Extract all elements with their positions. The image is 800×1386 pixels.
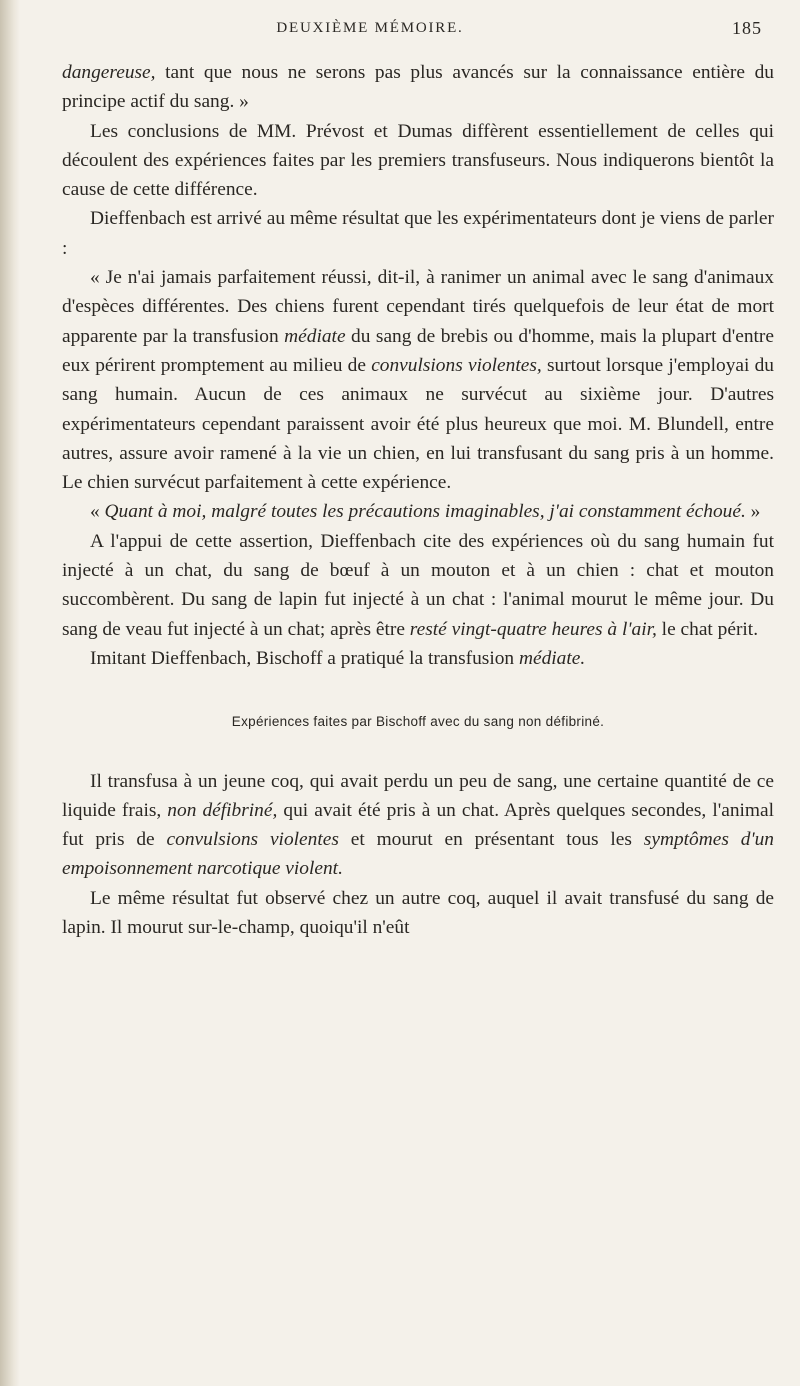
running-head: DEUXIÈME MÉMOIRE. (276, 20, 464, 36)
text-run: « Je n'ai jamais parfaitement réussi, dit-il, à ranimer un animal avec le sang d'animaux d'espèces différentes. Des chiens furent cependant tirés quelquefois de leur état de mort apparente par la transfusion (62, 267, 774, 347)
paragraph-9: Le même résultat fut observé chez un autre coq, auquel il avait transfusé du sang de lapin. Il mourut sur-le-champ, quoiqu'il n'eût (62, 887, 774, 939)
paragraph-7 (62, 644, 774, 673)
text-run: « (90, 501, 105, 523)
italic-text: resté vingt-quatre heures à l'air, (409, 618, 657, 640)
text-run: et mourut en présentant tous les (338, 829, 644, 851)
text-run: surtout lorsque j'employai du sang humain. Aucun de ces animaux ne survécut au sixième jour. D'autres expérimentateurs cependant paraissent avoir été plus heureux que moi. M. Blundell, entre autres, assure avoir ramené à la vie un chien, en lui transfusant du sang pris à un homme. Le chien survécut parfaitement à cette expérience. (62, 354, 775, 494)
italic-text: non défibriné, (167, 799, 278, 821)
paragraph-4-quote (62, 263, 774, 497)
text-run: Il transfusa à un jeune coq, qui avait perdu un peu de sang, une certaine quantité de ce liquide frais, (62, 770, 774, 821)
page-header (40, 16, 762, 46)
text-run: du sang de brebis ou d'homme, mais la plupart d'entre eux périrent promptement au milieu de (62, 325, 774, 376)
italic-text: convulsions violentes (166, 829, 339, 851)
paragraph-2: Les conclusions de MM. Prévost et Dumas diffèrent essentiellement de celles qui découlent des expériences faites par les premiers transfuseurs. Nous indiquerons bientôt la cause de cette différence. (62, 120, 774, 201)
page-edge-shadow (0, 0, 20, 1386)
body-text (62, 58, 774, 942)
text-run: A l'appui de cette assertion, Dieffenbach cite des expériences où du sang humain fut injecté à un chat, du sang de bœuf à un mouton et à un chien : chat et mouton succombèrent. Du sang de lapin fut injecté à un chat : l'animal mourut le même jour. Du sang de veau fut injecté à un chat; après être (62, 530, 774, 640)
text-run: qui avait été pris à un chat. Après quelques secondes, l'animal fut pris de (62, 799, 774, 851)
paragraph-1 (62, 58, 774, 117)
paragraph-5-quote (62, 497, 774, 526)
section-subtitle: Expériences faites par Bischoff avec du sang non défibriné. (231, 714, 605, 730)
italic-text: symptômes d'un empoisonnement narcotique violent. (62, 829, 774, 880)
text-run: tant que nous ne serons pas plus avancés sur la connaissance entière du principe actif du sang. » (62, 62, 774, 113)
italic-text: médiate. (518, 647, 586, 669)
italic-text: Quant à moi, malgré toutes les précautions imaginables, j'ai constamment échoué. (104, 501, 746, 523)
italic-text: dangereuse, (62, 62, 156, 83)
text-run: Imitant Dieffenbach, Bischoff a pratiqué la transfusion (90, 647, 519, 669)
paragraph-3: Dieffenbach est arrivé au même résultat que les expérimentateurs dont je viens de parler : (62, 208, 774, 259)
paragraph-6 (62, 527, 774, 644)
page-number: 185 (732, 18, 762, 38)
paragraph-8 (62, 767, 774, 884)
text-run: le chat périt. (656, 618, 759, 640)
italic-text: convulsions violentes, (371, 354, 542, 376)
italic-text: médiate (284, 325, 346, 347)
text-run: » (745, 501, 761, 523)
